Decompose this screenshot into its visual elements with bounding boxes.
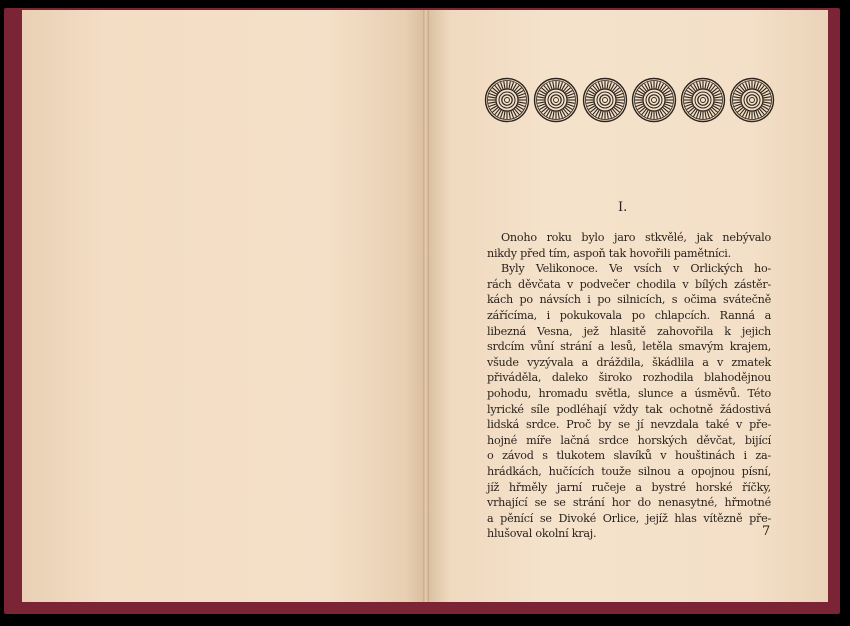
ornament-row: [484, 76, 774, 126]
rosette-icon: [729, 76, 775, 124]
rosette-icon: [582, 76, 628, 124]
text-line: rách děvčata v podvečer chodila v bílých zástěr-: [487, 277, 771, 291]
text-line: všude vyzývala a dráždila, škádlila a v zmatek: [487, 355, 771, 369]
text-line: jíž hřměly jarní ručeje a bystré horské říčky,: [487, 480, 771, 494]
text-line: vrhající se se strání hor do nenasytné, hřmotné: [487, 496, 771, 510]
text-line: hojné míře lačná srdce horských děvčat, bijící: [487, 433, 771, 447]
text-line: lyrické síle podléhají vždy tak ochotně žádostivá: [487, 402, 771, 416]
text-line: libezná Vesna, jež hlasitě zahovořila k jejich: [487, 324, 771, 338]
text-line: přiváděla, daleko široko rozhodila blahodějnou: [487, 371, 771, 385]
text-line: Onoho roku bylo jaro stkvělé, jak nebývalo: [501, 231, 771, 244]
text-line: pohodu, hromadu světla, slunce a úsměvů. Této: [487, 386, 771, 400]
rosette-icon: [680, 76, 726, 124]
rosette-icon: [631, 76, 677, 124]
body-text: [487, 230, 771, 542]
text-line: kách po návsích i po silnicích, s očima svátečně: [487, 293, 771, 307]
book-gutter: [423, 10, 429, 602]
text-line: srdcím vůní strání a lesů, letěla smavým krajem,: [487, 340, 771, 354]
rosette-icon: [533, 76, 579, 124]
chapter-number: I.: [618, 200, 628, 215]
left-page: [22, 10, 426, 602]
text-line: hlušoval okolní kraj.: [487, 527, 597, 541]
text-line: a pěnící se Divoké Orlice, jejíž hlas vítězně pře-: [487, 511, 771, 525]
text-line: nikdy před tím, aspoň tak hovořili pamětníci.: [487, 246, 731, 260]
text-line: o závod s tlukotem slavíků v houštinách i za-: [487, 449, 771, 463]
text-line: Byly Velikonoce. Ve vsích v Orlických ho-: [501, 262, 771, 276]
text-line: hrádkách, hučících touže silnou a opojnou písní,: [487, 464, 771, 478]
page-number: 7: [762, 524, 771, 539]
rosette-icon: [484, 76, 530, 124]
text-line: lidská srdce. Proč by se jí nevzdala také v pře-: [487, 418, 771, 432]
text-line: zářícíma, i pokukovala po chlapcích. Ranná a: [487, 308, 771, 322]
